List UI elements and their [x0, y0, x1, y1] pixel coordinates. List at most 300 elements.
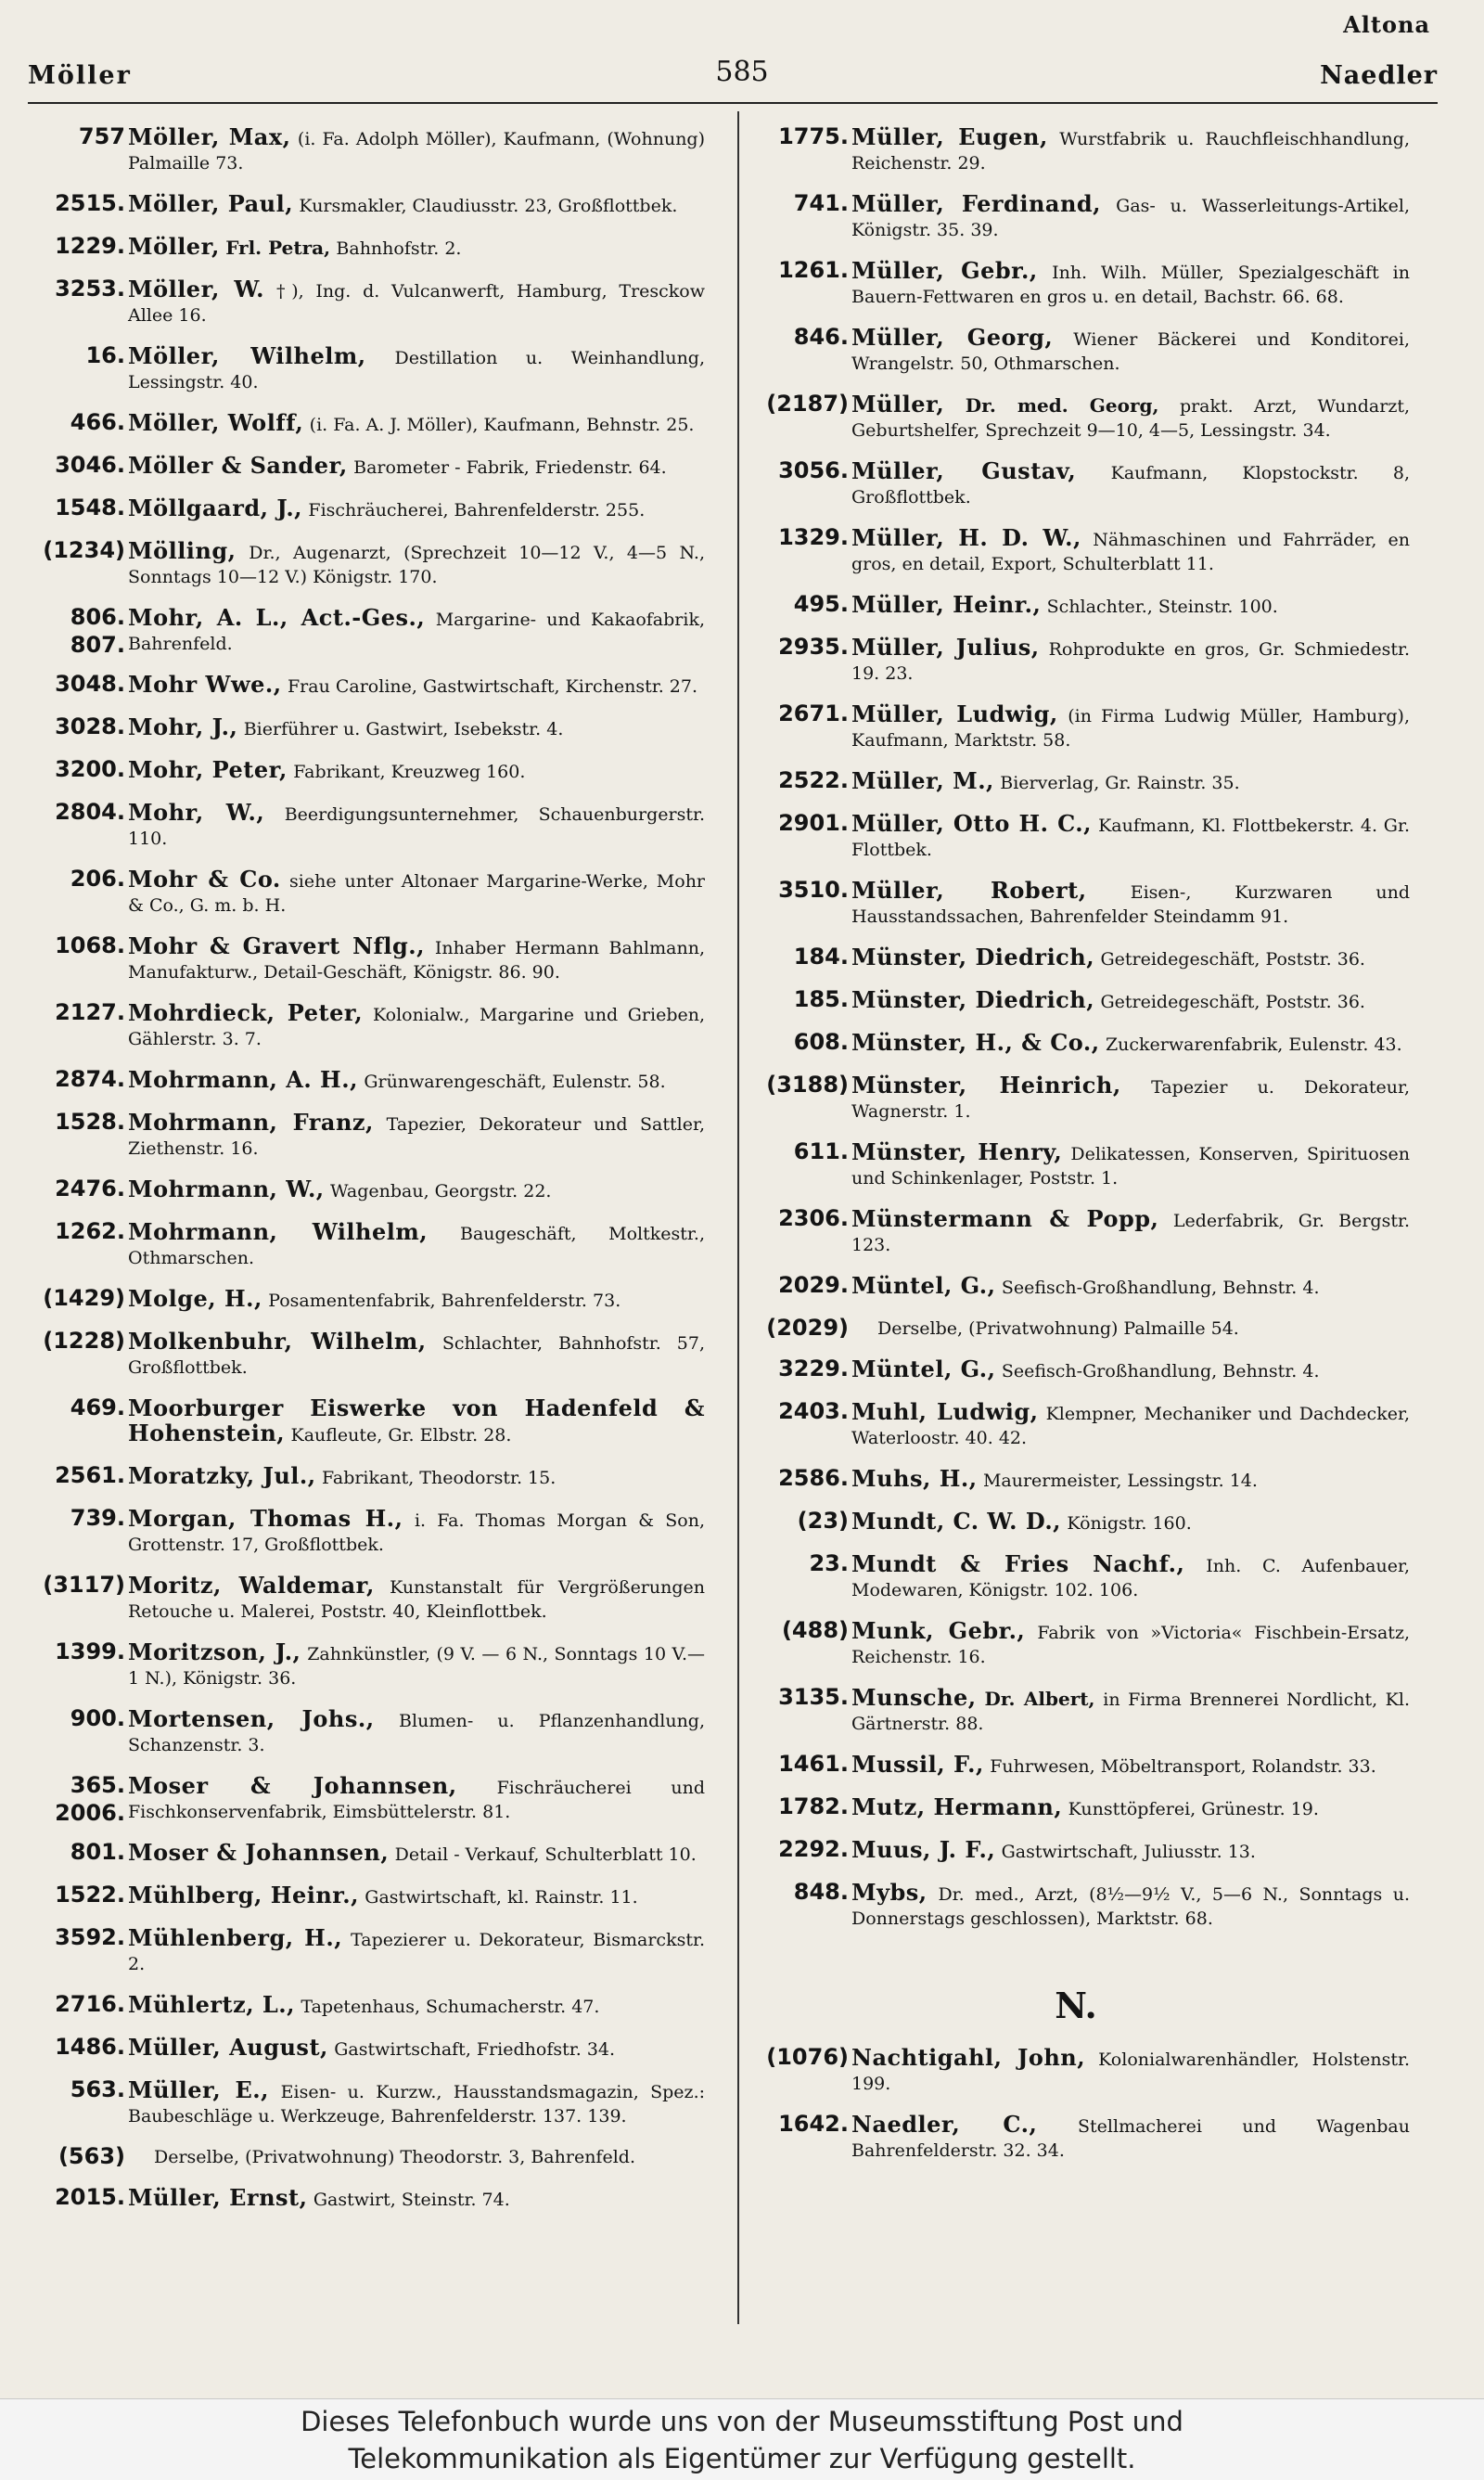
entry-description: prakt. Arzt, Wundarzt, Geburtshelfer, Sprechzeit 9—10, 4—5, Lessingstr. 34. — [851, 396, 1411, 441]
entry-text — [128, 1881, 705, 1909]
entry-name: Moser & Johannsen, — [128, 1839, 390, 1866]
entry-text — [851, 1616, 1410, 1669]
entry-text — [851, 1204, 1410, 1257]
entry-description: Posamentenfabrik, Bahrenfelderstr. 73. — [268, 1291, 621, 1311]
phone-number: 846. — [793, 324, 849, 350]
directory-entry — [742, 985, 1410, 1014]
footer-notice — [0, 2398, 1484, 2480]
phone-number: (1234) — [43, 537, 125, 563]
entry-name: Nachtigahl, John, — [851, 2044, 1086, 2071]
phone-number: 2561. — [55, 1462, 125, 1488]
directory-entry — [742, 2110, 1410, 2163]
entry-text — [851, 943, 1410, 971]
directory-entry — [19, 1217, 705, 1270]
entry-name: Möller & Sander, — [128, 452, 348, 479]
directory-entry — [19, 1881, 705, 1909]
entry-text — [128, 122, 705, 175]
entry-description: Fischräucherei und Fischkonservenfabrik, Eimsbüttelerstr. 81. — [128, 1778, 705, 1822]
directory-entry — [19, 2033, 705, 2062]
entry-text — [128, 755, 705, 784]
entry-description: Beerdigungsunternehmer, Schauenburgerstr. 110. — [128, 804, 705, 849]
phone-number: 1642. — [778, 2111, 849, 2137]
entry-text — [128, 2075, 705, 2128]
entry-name: Molkenbuhr, Wilhelm, — [128, 1328, 427, 1355]
directory-entry — [19, 1065, 705, 1094]
entry-description: (in Firma Ludwig Müller, Hamburg), Kaufmann, Marktstr. 58. — [851, 706, 1410, 751]
entry-description: Kursmakler, Claudiusstr. 23, Großflottbek. — [299, 196, 678, 216]
directory-entry — [19, 998, 705, 1051]
phone-number: 2015. — [55, 2184, 125, 2210]
phone-number: 2127. — [55, 999, 125, 1025]
entry-description: Kaufleute, Gr. Elbstr. 28. — [290, 1425, 512, 1446]
entry-description: Fuhrwesen, Möbeltransport, Rolandstr. 33. — [990, 1756, 1376, 1777]
phone-number: 3135. — [778, 1684, 849, 1710]
entry-text — [851, 456, 1410, 509]
entry-name: Mohr & Gravert Nflg., — [128, 932, 425, 959]
entry-text — [128, 998, 705, 1051]
entry-description: Fabrikant, Theodorstr. 15. — [321, 1468, 556, 1488]
entry-name: Muus, J. F., — [851, 1836, 996, 1863]
directory-entry — [742, 1683, 1410, 1736]
letter-heading: N. — [1055, 1985, 1097, 2026]
entry-description: Zahnkünstler, (9 V. — 6 N., Sonntags 10 V.—1 N.), Königstr. 36. — [128, 1644, 705, 1689]
phone-number: 3200. — [55, 756, 125, 782]
entry-text — [851, 2110, 1410, 2163]
entry-description: Wiener Bäckerei und Konditorei, Wrangelstr. 50, Othmarschen. — [851, 329, 1411, 374]
entry-description: Fabrik von »Victoria« Fischbein-Ersatz, Reichenstr. 16. — [851, 1623, 1410, 1667]
directory-entry — [19, 1327, 705, 1380]
entry-text — [128, 1504, 705, 1557]
entry-text — [851, 1507, 1410, 1536]
entry-text — [128, 1175, 705, 1203]
entry-text — [851, 1549, 1410, 1602]
phone-number: 184. — [793, 944, 849, 970]
entry-name: Molge, H., — [128, 1285, 262, 1312]
directory-entry — [742, 523, 1410, 576]
entry-name: Müller, Eugen, — [851, 123, 1048, 150]
directory-entry — [19, 1923, 705, 1976]
entry-description: Seefisch-Großhandlung, Behnstr. 4. — [1001, 1361, 1320, 1381]
entry-name: Möller, — [128, 233, 220, 260]
phone-number: 2403. — [778, 1398, 849, 1424]
entry-text — [128, 1704, 705, 1757]
directory-entry — [19, 865, 705, 918]
entry-text — [128, 451, 705, 480]
entry-description: Kunsttöpferei, Grünestr. 19. — [1068, 1799, 1319, 1819]
entry-text — [851, 766, 1410, 795]
entry-description: Gas- u. Wasserleitungs-Artikel, Königstr. 35. 39. — [851, 196, 1411, 240]
phone-number: 608. — [793, 1029, 849, 1055]
phone-number: 466. — [70, 409, 125, 435]
running-head-last: Naedler — [1320, 61, 1438, 90]
phone-number: 2901. — [778, 810, 849, 836]
entry-name-secondary: Dr. Albert, — [984, 1688, 1095, 1710]
page-number: 585 — [715, 56, 769, 88]
entry-text — [851, 809, 1410, 862]
phone-number: 2306. — [778, 1205, 849, 1231]
phone-number: 2515. — [55, 190, 125, 216]
entry-description: Gastwirtschaft, Juliusstr. 13. — [1001, 1842, 1256, 1862]
entry-text — [128, 865, 705, 918]
entry-text — [128, 494, 705, 522]
entry-name: Müller, M., — [851, 767, 994, 794]
entry-text — [851, 700, 1410, 752]
entry-description: Kolonialwarenhändler, Holstenstr. 199. — [851, 2050, 1411, 2094]
entry-text — [851, 189, 1410, 242]
column-divider — [737, 111, 739, 2324]
phone-number: 848. — [793, 1879, 849, 1905]
entry-description: Gastwirt, Steinstr. 74. — [313, 2190, 510, 2210]
phone-number: 2935. — [778, 634, 849, 660]
phone-number: 3028. — [55, 713, 125, 739]
entry-description: i. Fa. Thomas Morgan & Son, Grottenstr. 17, Großflottbek. — [128, 1510, 705, 1555]
entry-text — [851, 985, 1410, 1014]
entry-text — [851, 1071, 1410, 1124]
phone-number: 611. — [793, 1138, 849, 1164]
directory-entry — [742, 2043, 1410, 2096]
entry-description: Nähmaschinen und Fahrräder, en gros, en detail, Export, Schulterblatt 11. — [851, 530, 1410, 574]
entry-description: Getreidegeschäft, Poststr. 36. — [1100, 949, 1365, 970]
entry-description: Zuckerwarenfabrik, Eulenstr. 43. — [1105, 1034, 1402, 1055]
entry-name: Müller, Georg, — [851, 324, 1054, 351]
entry-description: Maurermeister, Lessingstr. 14. — [982, 1471, 1258, 1491]
entry-description: Bahnhofstr. 2. — [336, 238, 462, 259]
phone-number: (1228) — [43, 1328, 125, 1354]
phone-number: 1399. — [55, 1638, 125, 1664]
directory-entry — [742, 256, 1410, 309]
entry-description: Eisen-, Kurzwaren und Hausstandssachen, Bahrenfelder Steindamm 91. — [851, 882, 1410, 927]
entry-text — [851, 1878, 1410, 1931]
entry-name: Müller, Julius, — [851, 634, 1040, 661]
entry-name: Müller, Gebr., — [851, 257, 1038, 284]
entry-name: Mortensen, Johs., — [128, 1705, 375, 1732]
directory-entry — [19, 2142, 705, 2169]
phone-number: 495. — [793, 591, 849, 617]
entry-text — [128, 1108, 705, 1161]
directory-entry — [19, 451, 705, 480]
entry-text — [128, 1990, 705, 2019]
entry-name: Mühlberg, Heinr., — [128, 1882, 359, 1908]
phone-number: (3117) — [43, 1572, 125, 1598]
phone-number: 741. — [793, 190, 849, 216]
entry-description: Schlachter., Steinstr. 100. — [1046, 597, 1278, 617]
phone-number: 806. 807. — [70, 604, 125, 658]
entry-description: Fischräucherei, Bahrenfelderstr. 255. — [308, 500, 646, 520]
entry-description: Destillation u. Weinhandlung, Lessingstr. 40. — [128, 348, 706, 392]
right-column — [742, 122, 1410, 2177]
directory-entry — [742, 1793, 1410, 1821]
directory-entry — [19, 341, 705, 394]
phone-number: 1262. — [55, 1218, 125, 1244]
entry-name: Mohr, Peter, — [128, 756, 288, 783]
entry-name: Müntel, G., — [851, 1272, 996, 1299]
footer-line-2: Telekommunikation als Eigentümer zur Verfügung gestellt. — [348, 2443, 1136, 2474]
entry-name: Mutz, Hermann, — [851, 1793, 1063, 1820]
phone-number: 1461. — [778, 1751, 849, 1777]
entry-text — [128, 536, 705, 589]
entry-description: Detail - Verkauf, Schulterblatt 10. — [394, 1844, 697, 1865]
directory-entry — [742, 1271, 1410, 1300]
entry-name-secondary: Frl. Petra, — [225, 237, 331, 259]
directory-entry — [742, 876, 1410, 929]
directory-entry — [19, 1284, 705, 1313]
entry-description: Tapezier u. Dekorateur, Wagnerstr. 1. — [851, 1077, 1410, 1122]
phone-number: 16. — [85, 342, 125, 368]
entry-description: Margarine- und Kakaofabrik, Bahrenfeld. — [128, 610, 705, 654]
phone-number: 2874. — [55, 1066, 125, 1092]
entry-name: Möller, W. — [128, 276, 264, 302]
directory-entry — [19, 932, 705, 984]
directory-entry — [19, 2075, 705, 2128]
entry-name: Moser & Johannsen, — [128, 1772, 457, 1799]
phone-number: 801. — [70, 1839, 125, 1865]
entry-name: Mohrmann, A. H., — [128, 1066, 358, 1093]
phone-number: 1528. — [55, 1109, 125, 1135]
directory-entry — [742, 700, 1410, 752]
entry-text — [851, 1137, 1410, 1190]
entry-name: Müntel, G., — [851, 1356, 996, 1382]
entry-text — [128, 189, 705, 218]
phone-number: 2522. — [778, 767, 849, 793]
phone-number: 1068. — [55, 932, 125, 958]
entry-name: Muhs, H., — [851, 1465, 978, 1492]
directory-entry — [19, 1638, 705, 1690]
entry-text — [128, 2183, 705, 2212]
entry-name: Müller, Robert, — [851, 877, 1087, 904]
entry-name: Mundt, C. W. D., — [851, 1508, 1062, 1535]
entry-description: Gastwirtschaft, kl. Rainstr. 11. — [365, 1887, 638, 1908]
entry-name: Müller, Otto H. C., — [851, 810, 1092, 837]
entry-text — [128, 932, 705, 984]
entry-description: in Firma Brennerei Nordlicht, Kl. Gärtnerstr. 88. — [851, 1690, 1410, 1734]
entry-text — [128, 1217, 705, 1270]
entry-text — [851, 1397, 1410, 1450]
directory-entry — [742, 943, 1410, 971]
phone-number: (3188) — [766, 1072, 849, 1098]
directory-entry — [742, 1028, 1410, 1057]
entry-text — [128, 713, 705, 741]
entry-text — [851, 323, 1410, 376]
entry-name: Mohrmann, Franz, — [128, 1109, 374, 1136]
entry-name: Möller, Paul, — [128, 190, 294, 217]
entry-description: Inhaber Hermann Bahlmann, Manufakturw., Detail-Geschäft, Königstr. 86. 90. — [128, 938, 705, 983]
entry-text — [128, 1394, 705, 1447]
entry-description: Derselbe, (Privatwohnung) Theodorstr. 3, Bahrenfeld. — [154, 2147, 635, 2167]
directory-entry — [19, 798, 705, 851]
phone-number: 3229. — [778, 1356, 849, 1381]
entry-text — [128, 1461, 705, 1490]
entry-text — [128, 1065, 705, 1094]
phone-number: (563) — [58, 2143, 125, 2169]
entry-name: Möllgaard, J., — [128, 495, 303, 521]
entry-description: Derselbe, (Privatwohnung) Palmaille 54. — [877, 1318, 1239, 1339]
entry-name: Münster, H., & Co., — [851, 1029, 1100, 1056]
directory-entry — [19, 1394, 705, 1447]
directory-entry — [19, 1108, 705, 1161]
entry-text — [128, 1284, 705, 1313]
directory-entry — [742, 323, 1410, 376]
phone-number: 2476. — [55, 1176, 125, 1201]
directory-entry — [19, 1990, 705, 2019]
directory-entry — [19, 670, 705, 699]
entry-description: Blumen- u. Pflanzenhandlung, Schanzenstr. 3. — [128, 1711, 706, 1755]
entry-text — [851, 122, 1410, 175]
entry-name: Möller, Wolff, — [128, 409, 304, 436]
phone-number: 1782. — [778, 1793, 849, 1819]
entry-text — [851, 1835, 1410, 1864]
entry-description: Schlachter, Bahnhofstr. 57, Großflottbek. — [128, 1333, 706, 1378]
entry-description: Baugeschäft, Moltkestr., Othmarschen. — [128, 1224, 705, 1268]
directory-entry — [742, 456, 1410, 509]
entry-name: Moritz, Waldemar, — [128, 1572, 375, 1599]
directory-entry — [742, 1750, 1410, 1779]
entry-text — [128, 1638, 705, 1690]
phone-number: 1548. — [55, 495, 125, 520]
entry-description: Bierverlag, Gr. Rainstr. 35. — [1000, 773, 1240, 793]
directory-entry — [19, 2183, 705, 2212]
city-header: Altona — [1343, 11, 1430, 38]
entry-name: Mohr, A. L., Act.-Ges., — [128, 604, 426, 631]
entry-text — [128, 670, 705, 699]
entry-name: Münster, Diedrich, — [851, 986, 1095, 1013]
entry-text — [128, 1571, 705, 1624]
directory-entry — [19, 408, 705, 437]
entry-description: Tapezierer u. Dekorateur, Bismarckstr. 2. — [128, 1930, 706, 1974]
phone-number: (488) — [781, 1617, 849, 1643]
phone-number: 2292. — [778, 1836, 849, 1862]
phone-number: 3046. — [55, 452, 125, 478]
phone-number: 900. — [70, 1705, 125, 1731]
entry-text — [128, 2033, 705, 2062]
directory-entry — [19, 536, 705, 589]
directory-entry — [742, 633, 1410, 686]
entry-description: Kunstanstalt für Vergrößerungen Retouche u. Malerei, Poststr. 40, Kleinflottbek. — [128, 1577, 706, 1622]
entry-name: Mussil, F., — [851, 1751, 984, 1778]
entry-name: Müller, Gustav, — [851, 457, 1077, 484]
directory-entry — [19, 122, 705, 175]
entry-text — [851, 523, 1410, 576]
phone-number: 1775. — [778, 123, 849, 149]
entry-text — [128, 408, 705, 437]
directory-entry — [742, 1071, 1410, 1124]
entry-name: Mohrmann, Wilhelm, — [128, 1218, 429, 1245]
directory-entry — [742, 1204, 1410, 1257]
entry-description: siehe unter Altonaer Margarine-Werke, Mohr & Co., G. m. b. H. — [128, 871, 706, 916]
phone-number: 206. — [70, 866, 125, 892]
directory-entry — [742, 390, 1410, 443]
entry-description: Bierführer u. Gastwirt, Isebekstr. 4. — [243, 719, 564, 739]
entry-description: †), Ing. d. Vulcanwerft, Hamburg, Tresckow Allee 16. — [128, 281, 705, 326]
phone-number: (23) — [797, 1508, 849, 1534]
entry-description: Grünwarengeschäft, Eulenstr. 58. — [364, 1072, 666, 1092]
entry-text — [128, 232, 705, 261]
entry-name: Müller, Heinr., — [851, 591, 1042, 618]
directory-entry — [742, 590, 1410, 619]
directory-entry — [742, 1507, 1410, 1536]
entry-description: Barometer - Fabrik, Friedenstr. 64. — [353, 457, 667, 478]
entry-name: Moratzky, Jul., — [128, 1462, 316, 1489]
entry-text — [128, 603, 705, 656]
entry-text — [851, 1793, 1410, 1821]
directory-entry — [19, 1175, 705, 1203]
entry-description: Lederfabrik, Gr. Bergstr. 123. — [851, 1211, 1410, 1255]
header-rule — [28, 102, 1438, 104]
entry-name: Mohrmann, W., — [128, 1176, 325, 1202]
entry-name: Münster, Heinrich, — [851, 1072, 1121, 1099]
phone-number: 185. — [793, 986, 849, 1012]
footer-line-1: Dieses Telefonbuch wurde uns von der Museumsstiftung Post und — [301, 2406, 1183, 2437]
entry-description: Seefisch-Großhandlung, Behnstr. 4. — [1001, 1278, 1320, 1298]
entry-name: Moritzson, J., — [128, 1638, 301, 1665]
phone-number: 2716. — [55, 1991, 125, 2017]
entry-name: Müller, Ludwig, — [851, 700, 1058, 727]
entry-name: Munsche, — [851, 1684, 977, 1711]
entry-name: Mohr, J., — [128, 713, 238, 740]
entry-description: Frau Caroline, Gastwirtschaft, Kirchenstr. 27. — [287, 676, 697, 697]
entry-name: Mölling, — [128, 537, 237, 564]
entry-description: Kaufmann, Kl. Flottbekerstr. 4. Gr. Flottbek. — [851, 816, 1410, 860]
directory-entry — [19, 232, 705, 261]
phone-number: 1261. — [778, 257, 849, 283]
entry-description: Wagenbau, Georgstr. 22. — [330, 1181, 552, 1201]
entry-name: Möller, Wilhelm, — [128, 342, 366, 369]
entry-description: Dr. med., Arzt, (8½—9½ V., 5—6 N., Sonntags u. Donnerstags geschlossen), Marktstr. 68. — [851, 1884, 1410, 1929]
entry-text — [128, 275, 705, 328]
entry-name: Müller, — [851, 391, 945, 418]
phone-number: 1486. — [55, 2034, 125, 2060]
entry-name: Müller, H. D. W., — [851, 524, 1081, 551]
phone-number: (2029) — [766, 1315, 849, 1341]
entry-text — [128, 798, 705, 851]
entry-text — [128, 1838, 705, 1867]
directory-entry — [19, 713, 705, 741]
phone-number: 2671. — [778, 700, 849, 726]
entry-text — [851, 590, 1410, 619]
directory-entry — [742, 1464, 1410, 1493]
entry-description: Dr., Augenarzt, (Sprechzeit 10—12 V., 4—5 N., Sonntags 10—12 V.) Königstr. 170. — [128, 543, 705, 587]
entry-text — [128, 1771, 705, 1824]
directory-entry — [19, 189, 705, 218]
directory-entry — [742, 1616, 1410, 1669]
entry-text — [851, 876, 1410, 929]
entry-name: Mühlenberg, H., — [128, 1924, 343, 1951]
entry-name: Mohrdieck, Peter, — [128, 999, 364, 1026]
entry-name: Munk, Gebr., — [851, 1617, 1026, 1644]
entry-text — [851, 1314, 1410, 1341]
phone-number: 365. 2006. — [55, 1772, 125, 1826]
entry-text — [128, 341, 705, 394]
entry-description: Kolonialw., Margarine und Grieben, Gählerstr. 3. 7. — [128, 1005, 705, 1049]
entry-name: Müller, Ferdinand, — [851, 190, 1102, 217]
entry-text — [851, 1028, 1410, 1057]
phone-number: 2029. — [778, 1272, 849, 1298]
phone-number: 3510. — [778, 877, 849, 903]
entry-text — [851, 1750, 1410, 1779]
entry-description: Kaufmann, Klopstockstr. 8, Großflottbek. — [851, 463, 1410, 508]
entry-text — [851, 1683, 1410, 1736]
directory-entry — [19, 275, 705, 328]
directory-entry — [742, 1137, 1410, 1190]
directory-entry — [19, 1571, 705, 1624]
entry-name: Müller, E., — [128, 2076, 269, 2103]
phone-number: 1229. — [55, 233, 125, 259]
entry-text — [851, 1355, 1410, 1383]
entry-description: Fabrikant, Kreuzweg 160. — [293, 762, 526, 782]
entry-description: (i. Fa. Adolph Möller), Kaufmann, (Wohnung) Palmaille 73. — [128, 129, 706, 173]
entry-name: Naedler, C., — [851, 2111, 1038, 2138]
directory-entry — [742, 809, 1410, 862]
phone-number: 739. — [70, 1505, 125, 1531]
